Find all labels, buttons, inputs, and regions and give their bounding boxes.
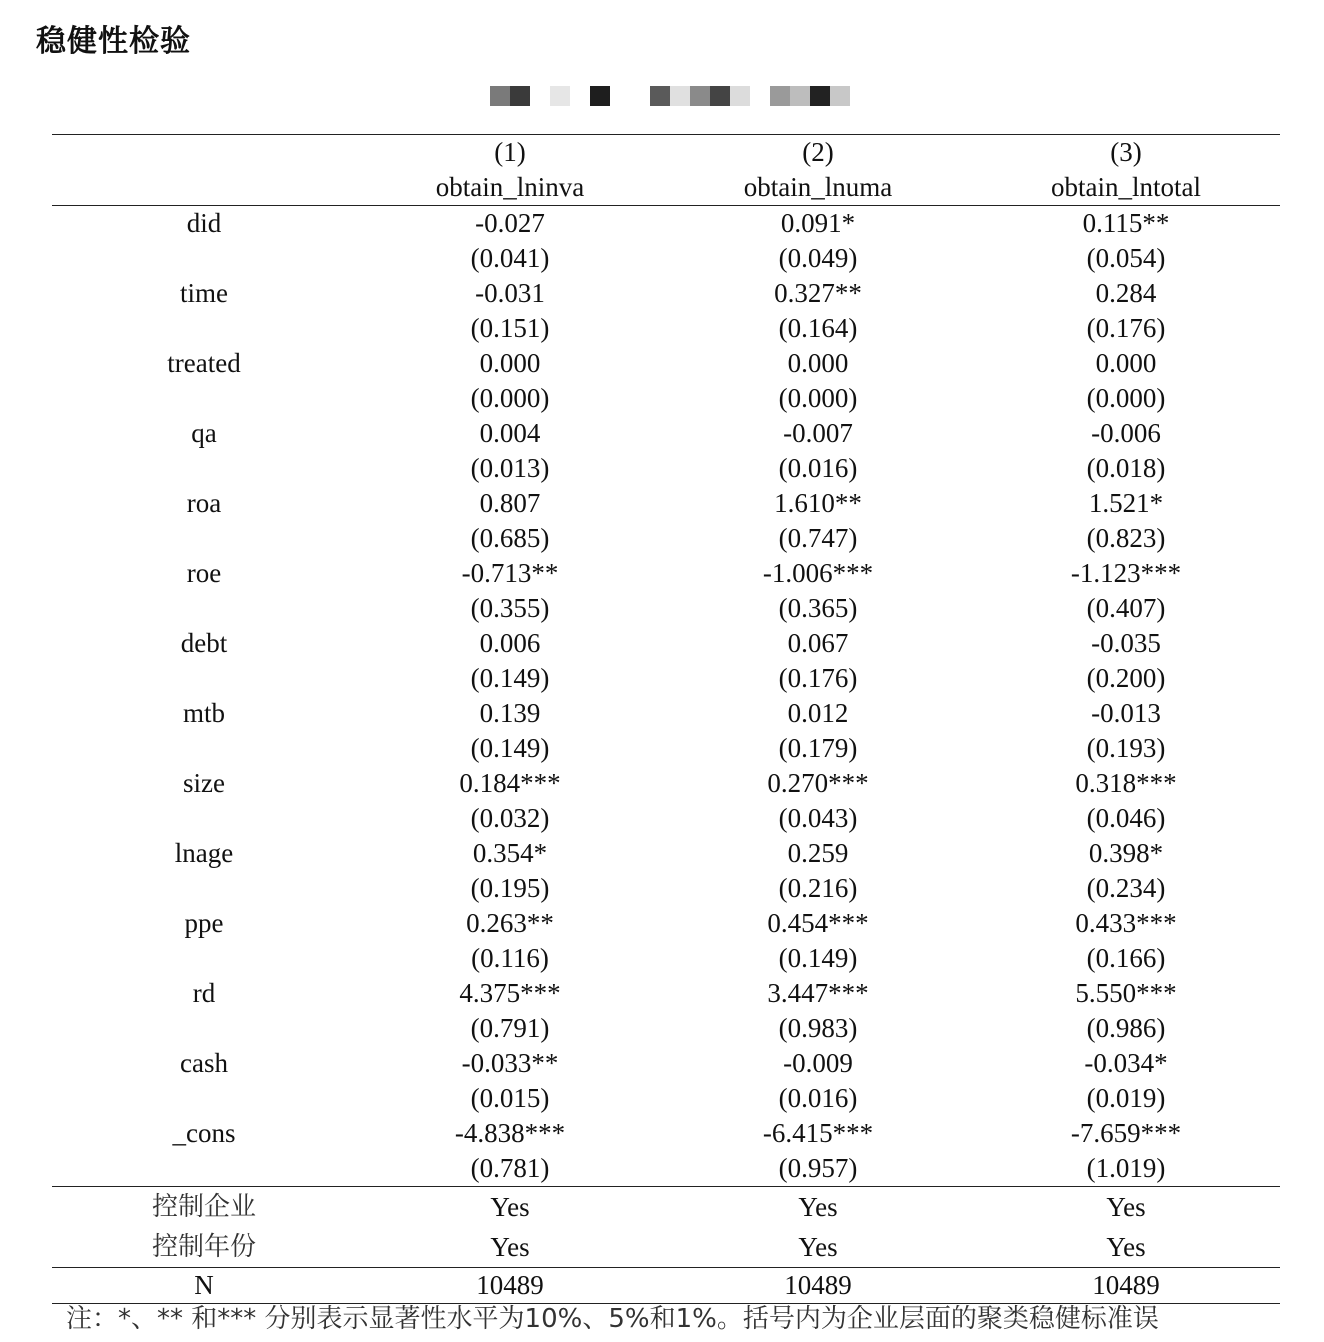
standard-error-value: (0.823) (1086, 523, 1166, 553)
redaction-block (830, 86, 850, 106)
standard-error-value: (0.791) (470, 1013, 550, 1043)
coefficient-value: 0.091* (780, 208, 856, 238)
coefficient-value: 0.000 (1095, 348, 1157, 378)
standard-error-value: (0.195) (470, 873, 550, 903)
standard-error-value: (0.166) (1086, 943, 1166, 973)
column-number: (3) (972, 135, 1280, 171)
standard-error-value: (0.015) (470, 1083, 550, 1113)
coefficient-value: 0.433*** (1075, 908, 1177, 938)
variable-name: did (186, 208, 222, 238)
coefficient-value: 0.284 (1095, 278, 1157, 308)
standard-error-value: (0.685) (470, 523, 550, 553)
standard-error-value: (0.041) (470, 243, 550, 273)
variable-name: ppe (184, 908, 224, 938)
column-number: (1) (356, 135, 664, 171)
standard-error-row (52, 311, 1280, 346)
standard-error-value: (0.193) (1086, 733, 1166, 763)
coefficient-value: 0.327** (774, 278, 862, 308)
redaction-block (670, 86, 690, 106)
control-value: Yes (664, 1187, 972, 1228)
standard-error-value: (0.018) (1086, 453, 1166, 483)
variable-name: time (180, 278, 228, 308)
coefficient-value: 1.610** (774, 488, 862, 518)
column-number-row (52, 135, 1280, 171)
coefficient-value: 3.447*** (767, 978, 869, 1008)
standard-error-row (52, 731, 1280, 766)
observations-value: 10489 (664, 1268, 972, 1304)
coefficient-value: 0.270*** (767, 768, 869, 798)
coefficient-value: -1.123*** (1070, 558, 1182, 588)
coefficient-value: 0.807 (479, 488, 541, 518)
stub-empty (52, 1011, 356, 1046)
control-value: Yes (1106, 1232, 1146, 1262)
observations-label: N (52, 1268, 356, 1304)
standard-error-row (52, 661, 1280, 696)
standard-error-value: (0.216) (778, 873, 858, 903)
standard-error-value: (0.986) (1086, 1013, 1166, 1043)
standard-error-row (52, 1011, 1280, 1046)
coefficient-row (52, 906, 1280, 941)
control-value: Yes (490, 1232, 530, 1262)
coefficient-value: 0.006 (479, 628, 541, 658)
coefficient-value: 0.004 (479, 418, 541, 448)
standard-error-row (52, 451, 1280, 486)
stub-empty (52, 451, 356, 486)
stub-empty (52, 241, 356, 276)
standard-error-value: (0.013) (470, 453, 550, 483)
coefficient-value: -0.009 (783, 1048, 853, 1078)
coefficient-value: 1.521* (1088, 488, 1164, 518)
standard-error-value: (0.032) (470, 803, 550, 833)
section-heading: 稳健性检验 (36, 24, 191, 59)
standard-error-value: (0.046) (1086, 803, 1166, 833)
variable-name: size (183, 768, 225, 798)
standard-error-value: (0.176) (778, 663, 858, 693)
coefficient-value: 0.115** (1082, 208, 1170, 238)
standard-error-row (52, 1081, 1280, 1116)
standard-error-row (52, 801, 1280, 836)
standard-error-value: (0.149) (470, 733, 550, 763)
variable-name: _cons (172, 1118, 236, 1148)
coefficient-value: -0.013 (1091, 698, 1161, 728)
standard-error-value: (0.179) (778, 733, 858, 763)
variable-name: rd (192, 978, 216, 1008)
variable-name: lnage (174, 838, 234, 868)
standard-error-value: (0.149) (470, 663, 550, 693)
standard-error-value: (0.019) (1086, 1083, 1166, 1113)
coefficient-value: 0.454*** (767, 908, 869, 938)
redaction-block (550, 86, 570, 106)
coefficient-value: 4.375*** (459, 978, 561, 1008)
redaction-block (650, 86, 670, 106)
coefficient-value: -0.031 (475, 278, 545, 308)
standard-error-value: (1.019) (1086, 1153, 1166, 1183)
coefficient-value: -0.033** (461, 1048, 559, 1078)
standard-error-value: (0.016) (778, 453, 858, 483)
standard-error-value: (0.000) (778, 383, 858, 413)
coefficient-row (52, 766, 1280, 801)
stub-empty (52, 871, 356, 906)
standard-error-value: (0.781) (470, 1153, 550, 1183)
coefficient-row (52, 626, 1280, 661)
column-name: obtain_lntotal (972, 170, 1280, 206)
stub-empty (52, 311, 356, 346)
control-row (52, 1227, 1280, 1268)
coefficient-row (52, 416, 1280, 451)
variable-name: roa (186, 488, 222, 518)
coefficient-row (52, 556, 1280, 591)
redaction-block (790, 86, 810, 106)
standard-error-row (52, 591, 1280, 626)
control-row (52, 1187, 1280, 1228)
redaction-block (710, 86, 730, 106)
stub-empty (52, 591, 356, 626)
coefficient-value: 0.012 (787, 698, 849, 728)
coefficient-value: 0.259 (787, 838, 849, 868)
coefficient-value: -1.006*** (762, 558, 874, 588)
standard-error-value: (0.407) (1086, 593, 1166, 623)
coefficient-value: -0.034* (1084, 1048, 1168, 1078)
standard-error-value: (0.983) (778, 1013, 858, 1043)
coefficient-value: 0.000 (787, 348, 849, 378)
column-number: (2) (664, 135, 972, 171)
column-name: obtain_lninva (356, 170, 664, 206)
standard-error-value: (0.049) (778, 243, 858, 273)
coefficient-value: -7.659*** (1070, 1118, 1182, 1148)
redaction-block (490, 86, 510, 106)
coefficient-value: 5.550*** (1075, 978, 1177, 1008)
standard-error-value: (0.151) (470, 313, 550, 343)
variable-name: qa (191, 418, 217, 448)
standard-error-row (52, 871, 1280, 906)
coefficient-value: 0.184*** (459, 768, 561, 798)
coefficient-value: 0.354* (472, 838, 548, 868)
standard-error-value: (0.234) (1086, 873, 1166, 903)
redaction-block (590, 86, 610, 106)
standard-error-value: (0.000) (470, 383, 550, 413)
control-label: 控制年份 (151, 1232, 256, 1262)
standard-error-row (52, 521, 1280, 556)
coefficient-value: -6.415*** (762, 1118, 874, 1148)
standard-error-value: (0.000) (1086, 383, 1166, 413)
standard-error-row (52, 941, 1280, 976)
coefficient-value: -0.007 (783, 418, 853, 448)
stub-empty (52, 1151, 356, 1187)
observations-value: 10489 (972, 1268, 1280, 1304)
stub-empty (52, 381, 356, 416)
stub-empty (52, 801, 356, 836)
standard-error-value: (0.164) (778, 313, 858, 343)
variable-name: roe (186, 558, 222, 588)
coefficient-value: -0.027 (475, 208, 545, 238)
coefficient-value: 0.139 (479, 698, 541, 728)
redaction-block (770, 86, 790, 106)
coefficient-row (52, 1046, 1280, 1081)
redaction-block (730, 86, 750, 106)
stub-header (52, 170, 356, 206)
standard-error-value: (0.355) (470, 593, 550, 623)
standard-error-value: (0.957) (778, 1153, 858, 1183)
standard-error-value: (0.365) (778, 593, 858, 623)
coefficient-row (52, 696, 1280, 731)
table-note: 注：*、** 和*** 分别表示显著性水平为10%、5%和1%。括号内为企业层面的聚类稳健标准误 (66, 1304, 1159, 1334)
variable-name: cash (180, 1048, 228, 1078)
standard-error-row (52, 241, 1280, 276)
control-rows (52, 1187, 1280, 1304)
standard-error-value: (0.200) (1086, 663, 1166, 693)
coefficient-value: 0.000 (479, 348, 541, 378)
standard-error-value: (0.176) (1086, 313, 1166, 343)
stub-header (52, 135, 356, 171)
control-value: Yes (798, 1232, 838, 1262)
standard-error-row (52, 1151, 1280, 1187)
control-value: Yes (972, 1187, 1280, 1228)
coefficient-value: -0.713** (461, 558, 559, 588)
coefficient-value: 0.398* (1088, 838, 1164, 868)
standard-error-value: (0.149) (778, 943, 858, 973)
coefficient-row (52, 486, 1280, 521)
coefficient-row (52, 346, 1280, 381)
coefficient-row (52, 276, 1280, 311)
coefficient-value: -0.035 (1091, 628, 1161, 658)
standard-error-value: (0.043) (778, 803, 858, 833)
coefficient-row (52, 1116, 1280, 1151)
coefficient-row (52, 206, 1280, 242)
standard-error-value: (0.747) (778, 523, 858, 553)
variable-name: treated (167, 348, 241, 378)
control-value: Yes (356, 1187, 664, 1228)
coefficient-rows (52, 206, 1280, 1187)
standard-error-value: (0.116) (471, 943, 549, 973)
variable-name: mtb (182, 698, 225, 728)
coefficient-value: 0.263** (466, 908, 554, 938)
standard-error-value: (0.016) (778, 1083, 858, 1113)
standard-error-value: (0.054) (1086, 243, 1166, 273)
column-name-row (52, 170, 1280, 206)
coefficient-value: 0.067 (787, 628, 849, 658)
coefficient-value: -0.006 (1091, 418, 1161, 448)
regression-table (52, 134, 1280, 1304)
standard-error-row (52, 381, 1280, 416)
coefficient-value: -4.838*** (454, 1118, 566, 1148)
observations-value: 10489 (356, 1268, 664, 1304)
redaction-block (690, 86, 710, 106)
column-name: obtain_lnuma (664, 170, 972, 206)
redaction-block (510, 86, 530, 106)
coefficient-value: 0.318*** (1075, 768, 1177, 798)
stub-empty (52, 941, 356, 976)
variable-name: debt (180, 628, 228, 658)
redaction-block (810, 86, 830, 106)
stub-empty (52, 731, 356, 766)
control-label: 控制企业 (52, 1187, 356, 1228)
coefficient-row (52, 976, 1280, 1011)
stub-empty (52, 661, 356, 696)
coefficient-row (52, 836, 1280, 871)
stub-empty (52, 1081, 356, 1116)
redacted-table-caption (490, 86, 852, 106)
stub-empty (52, 521, 356, 556)
